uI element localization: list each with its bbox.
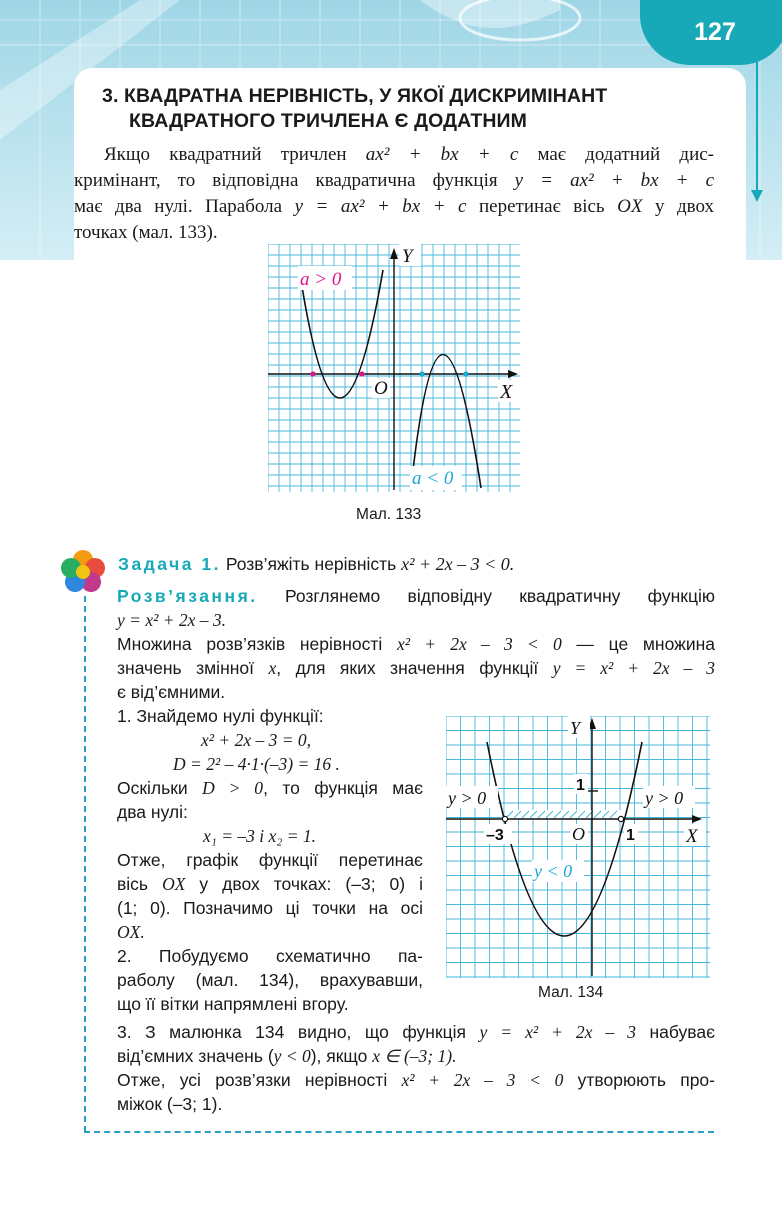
figure-134-caption: Мал. 134 (538, 984, 604, 1001)
solution-intro: Розв’язання. Розглянемо відповідну квадратичну функцію y = x² + 2x – 3. Множина розв’язків нерівності x² + 2x – 3 < 0 — це множина значень змінної x, для яких значення функції y = x² + 2x – 3 є від’ємними. (117, 586, 716, 702)
solution-step-1: 1. Знайдемо нулі функції: x² + 2x – 3 = 0, D = 2² – 4·1·(–3) = 16 . Оскільки D > 0, то функція має два нулі: x₁ = –3 і x₂ = 1. Отже, графік функції перетинає вісь OX у двох точках: (–3; 0) і (1; 0). Позначимо ці точки на осі OX. 2. Побудуємо схематично па- раболу (мал. 134), врахувавши, що її вітки напрямлені вгору. (117, 706, 424, 1014)
solution-dashed-border-bottom (84, 1131, 714, 1133)
label-a-negative: a < 0 (412, 468, 454, 489)
y-axis-arrow-icon (390, 248, 398, 259)
label-y-axis: Y (570, 718, 581, 738)
label-y-positive-left: y > 0 (448, 788, 487, 808)
task-flower-icon (58, 548, 108, 596)
label-x-axis: X (686, 826, 698, 847)
page-number: 127 (640, 0, 782, 65)
section-title-line1: 3. КВАДРАТНА НЕРІВНІСТЬ, У ЯКОЇ ДИСКРИМІНАНТ (102, 85, 608, 107)
trinomial-expression: ax² + bx + c (365, 144, 519, 165)
side-arrow-line (756, 62, 758, 192)
root-point-1 (618, 816, 623, 821)
label-y-one: 1 (576, 777, 585, 794)
label-x-axis: X (500, 381, 513, 403)
label-y-axis: Y (402, 246, 413, 267)
root-point (359, 371, 364, 376)
function-expression: y = ax² + bx + c (514, 170, 714, 191)
roots: x₁ = –3 і x₂ = 1. (203, 826, 317, 846)
label-y-negative: y < 0 (534, 861, 573, 881)
label-origin: O (572, 824, 585, 844)
solution-dashed-border-left (84, 596, 86, 1132)
label-a-positive: a > 0 (300, 269, 342, 290)
task-label: Задача 1. (118, 554, 221, 574)
equation-1: x² + 2x – 3 = 0, (201, 730, 312, 750)
solution-step-3: 3. З малюнка 134 видно, що функція y = x² + 2x – 3 набуває від’ємних значень (y < 0), якщо x ∈ (–3; 1). Отже, усі розв’язки нерівності x² + 2x – 3 < 0 утворюють про- міжок (–3; 1). (117, 1022, 715, 1114)
figure-133 (268, 244, 528, 496)
x-axis-arrow-icon (508, 370, 518, 378)
root-point (419, 371, 424, 376)
section-title (102, 84, 742, 134)
label-y-positive-right: y > 0 (645, 788, 684, 808)
root-point (463, 371, 468, 376)
label-x-neg3: –3 (486, 827, 504, 844)
solution-label: Розв’язання. (117, 586, 258, 606)
label-origin: O (374, 378, 388, 399)
root-point (310, 371, 315, 376)
side-arrow-head-icon (751, 190, 763, 202)
label-x-1: 1 (626, 827, 635, 844)
root-point-neg3 (502, 816, 507, 821)
figure-133-caption: Мал. 133 (356, 506, 422, 523)
section-title-line2: КВАДРАТНОГО ТРИЧЛЕНА Є ДОДАТНИМ (129, 110, 528, 132)
figure-134 (446, 716, 710, 978)
task-inequality: x² + 2x – 3 < 0. (401, 554, 515, 574)
equation-discriminant: D = 2² – 4·1·(–3) = 16 . (173, 754, 340, 774)
task-statement: Задача 1. Розв’яжіть нерівність x² + 2x – 3 < 0. (118, 554, 515, 574)
x-axis-arrow-icon (692, 815, 702, 823)
intro-paragraph: Якщо квадратний тричлен ax² + bx + c має додатний дис- кримінант, то відповідна квадратична функція y = ax² + bx + c має два нулі. Парабола y = ax² + bx + c перетинає вісь OX у двох точках (мал. 133). (74, 144, 714, 243)
